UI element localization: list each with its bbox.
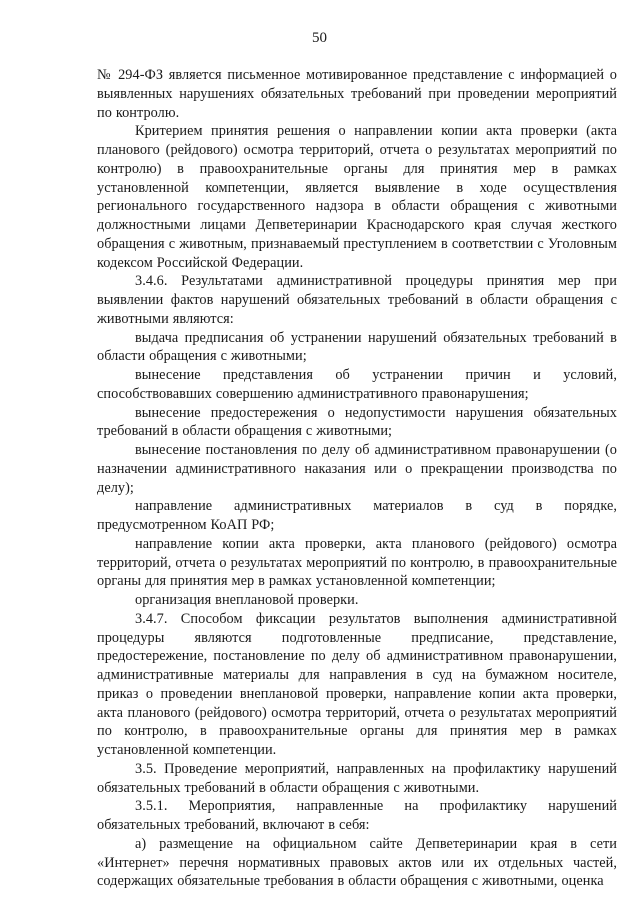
paragraph-3-5: 3.5. Проведение мероприятий, направленных на профилактику нарушений обязательных требований в области обращения с животными. — [97, 760, 617, 796]
page-number: 50 — [312, 30, 327, 46]
paragraph-decision-criterion: Критерием принятия решения о направлении копии акта проверки (акта планового (рейдового) осмотра территорий, отчета о результатах мероприятий по контролю) в правоохранительные органы для принятия мер в рамках установленной компетенции, является выявление в ходе осуществления регионального государственного надзора в области обращения с животными должностными лицами Депветеринарии Краснодарского края случая жесткого обращения с животным, признаваемый преступлением в соответствии с Уголовным кодексом Российской Федерации. — [97, 123, 617, 271]
list-item-submission: вынесение представления об устранении причин и условий, способствовавших совершению административного правонарушения; — [97, 367, 617, 402]
list-item-warning: вынесение предостережения о недопустимости нарушения обязательных требований в области обращения с животными; — [97, 404, 617, 440]
list-item-resolution: вынесение постановления по делу об административном правонарушении (о назначении административного наказания или о прекращении производства по делу); — [97, 442, 617, 496]
paragraph-item-a: а) размещение на официальном сайте Депветеринарии края в сети «Интернет» перечня нормативных правовых актов или их отдельных частей, содержащих обязательные требования в области обращения с животными, оценка — [97, 835, 617, 890]
paragraph-3-5-1: 3.5.1. Мероприятия, направленные на профилактику нарушений обязательных требований, включают в себя: — [97, 798, 617, 833]
list-item-order-issuance: выдача предписания об устранении нарушений обязательных требований в области обращения с животными; — [97, 329, 617, 365]
list-item-court-materials: направление административных материалов в суд в порядке, предусмотренном КоАП РФ; — [97, 498, 617, 533]
document-body — [97, 66, 617, 891]
paragraph-3-4-6: 3.4.6. Результатами административной процедуры принятия мер при выявлении фактов нарушений обязательных требований в области обращения с животными являются: — [97, 273, 617, 327]
list-item-law-enforcement: направление копии акта проверки, акта планового (рейдового) осмотра территорий, отчета о результатах мероприятий по контролю, в правоохранительные органы для принятия мер в рамках установленной компетенции; — [97, 535, 617, 590]
list-item-unscheduled-inspection: организация внеплановой проверки. — [135, 592, 359, 608]
paragraph-continuation: № 294-ФЗ является письменное мотивированное представление с информацией о выявленных нарушениях обязательных требований при проведении мероприятий по контролю. — [97, 67, 617, 121]
paragraph-3-4-7: 3.4.7. Способом фиксации результатов выполнения административной процедуры являются подготовленные предписание, представление, предостережение, постановление по делу об административном правонарушении, административные материалы для направления в суд на бумажном носителе, приказ о проведении внеплановой проверки, направление копии акта проверки, акта планового (рейдового) осмотра территорий, отчета о результатах мероприятий по контролю, в правоохранительные органы для принятия мер в рамках установленной компетенции. — [97, 610, 617, 758]
